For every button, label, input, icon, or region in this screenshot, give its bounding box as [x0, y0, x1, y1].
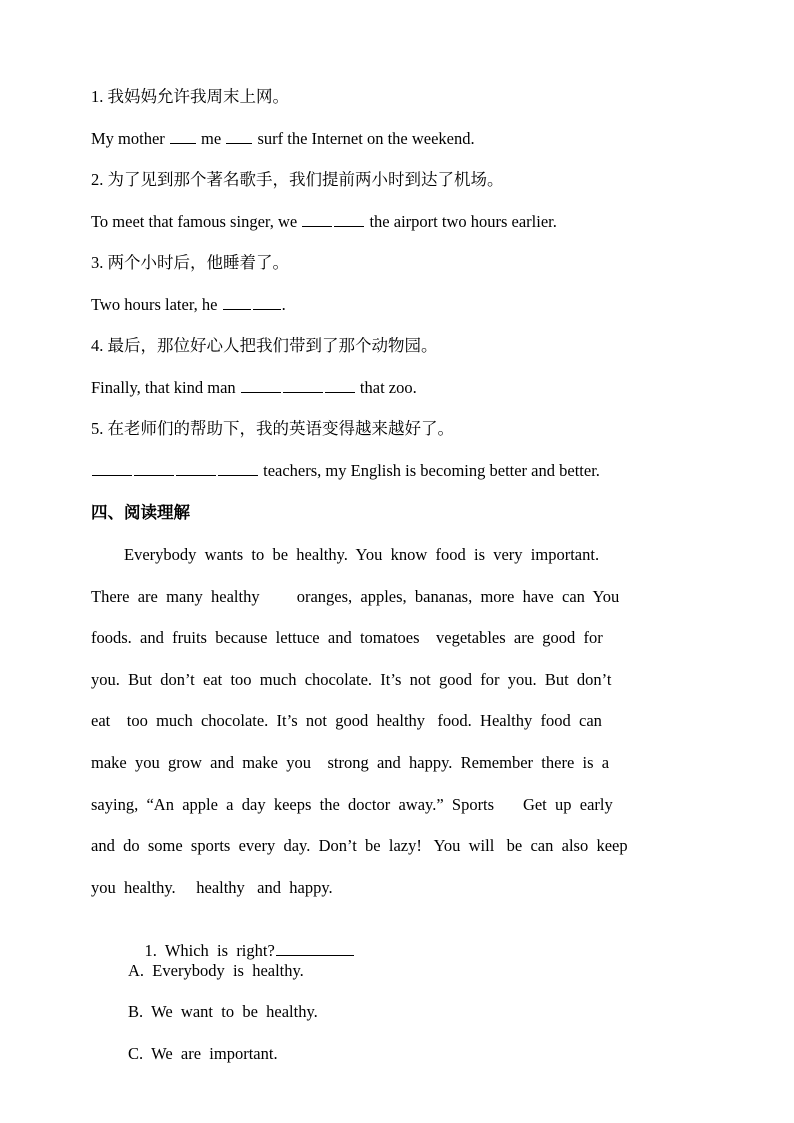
passage-line: you. But don’t eat too much chocolate. It’s not good for you. But don’t	[91, 669, 612, 689]
chinese-sentence: 3. 两个小时后，他睡着了。	[91, 253, 289, 272]
sentence-text: me	[196, 128, 226, 148]
fill-blank[interactable]	[170, 129, 196, 144]
passage-line: and do some sports every day. Don’t be lazy! You will be can also keep	[91, 836, 628, 856]
chinese-sentence: 1. 我妈妈允许我周末上网。	[91, 87, 289, 106]
english-sentence	[91, 128, 475, 150]
sentence-text: surf the Internet on the weekend.	[253, 128, 475, 148]
fill-blank[interactable]	[134, 461, 174, 476]
answer-blank[interactable]	[276, 941, 354, 956]
option-a[interactable]: A. Everybody is healthy.	[128, 961, 304, 980]
sentence-text: that zoo.	[355, 377, 417, 397]
fill-blank[interactable]	[176, 461, 216, 476]
fill-blank[interactable]	[223, 295, 251, 310]
passage-line: There are many healthy oranges, apples, bananas, more have can You	[91, 586, 620, 606]
fill-blank[interactable]	[334, 212, 364, 227]
passage-line: make you grow and make you strong and happy. Remember there is a	[91, 753, 610, 772]
section-heading: 四、阅读理解	[91, 503, 190, 522]
fill-blank[interactable]	[218, 461, 258, 476]
english-sentence	[91, 294, 286, 316]
fill-blank[interactable]	[302, 212, 332, 227]
option-b[interactable]: B. We want to be healthy.	[128, 1002, 318, 1021]
chinese-sentence: 5. 在老师们的帮助下，我的英语变得越来越好了。	[91, 419, 454, 438]
chinese-sentence: 4. 最后，那位好心人把我们带到了那个动物园。	[91, 336, 438, 355]
chinese-sentence: 2. 为了见到那个著名歌手，我们提前两小时到达了机场。	[91, 170, 504, 189]
fill-blank[interactable]	[253, 295, 281, 310]
english-sentence	[91, 211, 557, 233]
passage-line: Everybody wants to be healthy. You know food is very important.	[91, 545, 600, 564]
fill-blank[interactable]	[226, 129, 252, 144]
fill-blank[interactable]	[325, 378, 355, 393]
fill-blank[interactable]	[241, 378, 281, 393]
fill-blank[interactable]	[283, 378, 323, 393]
sentence-text: the airport two hours earlier.	[365, 211, 557, 231]
english-sentence	[91, 460, 600, 482]
passage-line: eat too much chocolate. It’s not good healthy food. Healthy food can	[91, 711, 602, 731]
option-c[interactable]: C. We are important.	[128, 1044, 278, 1063]
sentence-text: To meet that famous singer, we	[91, 211, 302, 231]
sentence-text: Finally, that kind man	[91, 377, 240, 397]
sentence-text: teachers, my English is becoming better and better.	[259, 460, 600, 480]
passage-line: saying, “An apple a day keeps the doctor away.” Sports Get up early	[91, 794, 613, 814]
passage-line: you healthy. healthy and happy.	[91, 877, 333, 897]
question-text: 1. Which is right?	[144, 941, 275, 960]
passage-line: foods. and fruits because lettuce and tomatoes vegetables are good for	[91, 628, 603, 648]
fill-blank[interactable]	[92, 461, 132, 476]
english-sentence	[91, 377, 417, 399]
sentence-text: .	[281, 294, 286, 314]
sentence-text: My mother	[91, 128, 169, 148]
sentence-text: Two hours later, he	[91, 294, 222, 314]
